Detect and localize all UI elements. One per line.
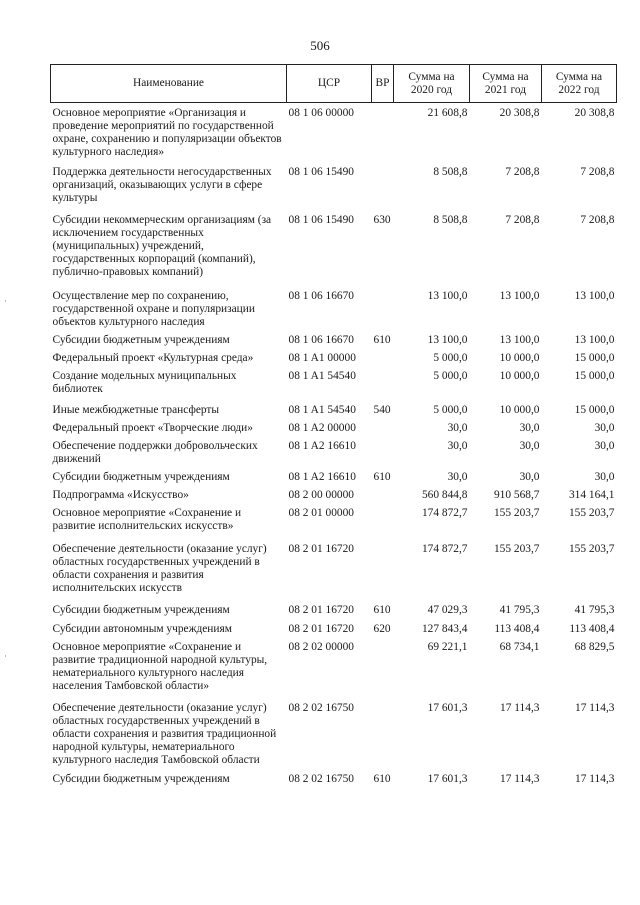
row-vr <box>372 636 394 693</box>
row-csr: 08 2 01 16720 <box>288 543 354 555</box>
row-sum-2021: 30,0 <box>519 422 540 434</box>
row-sum-2020: 560 844,8 <box>421 489 468 501</box>
row-vr: 610 <box>373 773 391 785</box>
row-sum-2020: 30,0 <box>447 422 468 434</box>
row-sum-2021: 17 114,3 <box>500 702 540 714</box>
row-sum-2022: 15 000,0 <box>574 370 615 382</box>
table-row <box>51 417 617 435</box>
row-sum-2022: 155 203,7 <box>568 543 615 555</box>
row-sum-2020: 17 601,3 <box>427 773 468 785</box>
row-sum-2020: 21 608,8 <box>427 107 468 119</box>
row-vr <box>372 417 394 435</box>
row-sum-2020: 13 100,0 <box>427 290 468 302</box>
table-row <box>51 502 617 533</box>
table-row <box>51 617 617 636</box>
row-name: Субсидии бюджетным учреждениям <box>52 334 230 346</box>
header-sum-2020: Сумма на 2020 год <box>394 65 470 103</box>
row-name: Федеральный проект «Культурная среда» <box>52 352 254 364</box>
row-sum-2020: 8 508,8 <box>433 166 468 178</box>
row-csr: 08 1 06 16670 <box>288 334 354 346</box>
row-sum-2021: 10 000,0 <box>499 352 540 364</box>
row-csr: 08 2 01 16720 <box>288 623 354 635</box>
row-csr: 08 1 06 15490 <box>288 166 354 178</box>
table-row <box>51 365 617 396</box>
row-csr: 08 1 A1 00000 <box>288 352 356 364</box>
row-sum-2021: 17 114,3 <box>500 773 540 785</box>
table-body <box>51 103 617 787</box>
row-vr <box>372 435 394 466</box>
table-row <box>51 396 617 417</box>
row-csr: 08 2 00 00000 <box>288 489 354 501</box>
table-row <box>51 767 617 786</box>
table-row <box>51 693 617 767</box>
row-sum-2021: 41 795,3 <box>499 604 540 616</box>
row-csr: 08 1 06 16670 <box>288 290 354 302</box>
row-name: Субсидии некоммерческим организациям (за исключением государственных (муниципальных) учреждений, государственных корпораций (компаний), публично-правовых компаний) <box>52 214 272 278</box>
row-sum-2022: 30,0 <box>594 440 615 452</box>
row-sum-2021: 10 000,0 <box>499 370 540 382</box>
row-csr: 08 1 A2 16610 <box>288 471 356 483</box>
row-name: Обеспечение деятельности (оказание услуг) областных государственных учреждений в области сохранения и развития исполнительских искусств <box>52 543 267 594</box>
row-sum-2020: 174 872,7 <box>421 507 468 519</box>
row-vr <box>372 279 394 329</box>
table-row <box>51 279 617 329</box>
row-name: Основное мероприятие «Организация и проведение мероприятий по государственной охране, сохранению и популяризации объектов культурного наследия» <box>52 107 282 158</box>
row-csr: 08 2 01 16720 <box>288 604 354 616</box>
row-vr <box>372 533 394 595</box>
row-name: Субсидии бюджетным учреждениям <box>52 471 230 483</box>
row-name: Осуществление мер по сохранению, государственной охране и популяризации объектов культурного наследия <box>52 290 255 328</box>
row-sum-2021: 68 734,1 <box>499 641 540 653</box>
row-vr <box>372 347 394 365</box>
row-vr <box>372 103 394 160</box>
row-name: Подпрограмма «Искусство» <box>52 489 189 501</box>
table-row <box>51 159 617 205</box>
row-sum-2020: 13 100,0 <box>427 334 468 346</box>
row-name: Создание модельных муниципальных библиотек <box>52 370 237 395</box>
table-row <box>51 435 617 466</box>
row-sum-2021: 155 203,7 <box>493 543 540 555</box>
row-csr: 08 2 02 16750 <box>288 702 354 714</box>
row-csr: 08 1 A2 16610 <box>288 440 356 452</box>
row-sum-2020: 17 601,3 <box>427 702 468 714</box>
row-sum-2022: 13 100,0 <box>574 290 615 302</box>
header-csr: ЦСР <box>287 65 372 103</box>
row-vr: 630 <box>373 214 391 226</box>
row-name: Обеспечение поддержки добровольческих движений <box>52 440 258 465</box>
row-name: Обеспечение деятельности (оказание услуг) областных государственных учреждений в области сохранения и развития традиционной народной культуры, нематериального культурного наследия Тамбовской области <box>52 702 277 766</box>
margin-mark <box>5 655 6 657</box>
page-number: 506 <box>310 38 330 53</box>
table-row <box>51 103 617 160</box>
row-sum-2022: 155 203,7 <box>568 507 615 519</box>
row-sum-2022: 15 000,0 <box>574 352 615 364</box>
row-sum-2021: 113 408,4 <box>494 623 540 635</box>
row-sum-2021: 910 568,7 <box>493 489 540 501</box>
row-sum-2020: 5 000,0 <box>433 404 468 416</box>
row-sum-2021: 13 100,0 <box>499 290 540 302</box>
row-sum-2020: 5 000,0 <box>433 352 468 364</box>
row-sum-2022: 314 164,1 <box>568 489 615 501</box>
row-csr: 08 1 A1 54540 <box>288 370 356 382</box>
row-sum-2020: 127 843,4 <box>421 623 468 635</box>
row-vr: 610 <box>373 604 391 616</box>
row-csr: 08 1 06 00000 <box>288 107 354 119</box>
row-csr: 08 2 02 16750 <box>288 773 354 785</box>
row-sum-2021: 7 208,8 <box>505 166 540 178</box>
row-sum-2020: 30,0 <box>447 471 468 483</box>
row-vr: 620 <box>373 623 391 635</box>
row-name: Субсидии автономным учреждениям <box>52 623 232 635</box>
row-sum-2022: 7 208,8 <box>580 166 615 178</box>
row-sum-2022: 7 208,8 <box>580 214 615 226</box>
row-vr: 610 <box>373 471 391 483</box>
row-vr <box>372 159 394 205</box>
row-sum-2021: 7 208,8 <box>505 214 540 226</box>
table-row <box>51 636 617 693</box>
table-row <box>51 595 617 617</box>
row-sum-2020: 47 029,3 <box>427 604 468 616</box>
row-sum-2022: 30,0 <box>594 422 615 434</box>
table-row <box>51 205 617 279</box>
row-sum-2020: 30,0 <box>447 440 468 452</box>
row-csr: 08 1 06 15490 <box>288 214 354 226</box>
row-csr: 08 1 A1 54540 <box>288 404 356 416</box>
row-sum-2022: 41 795,3 <box>574 604 615 616</box>
row-name: Субсидии бюджетным учреждениям <box>52 604 230 616</box>
table-row <box>51 484 617 502</box>
header-name: Наименование <box>51 65 287 103</box>
budget-table <box>50 64 617 786</box>
header-sum-2021: Сумма на 2021 год <box>470 65 542 103</box>
row-vr: 540 <box>373 404 391 416</box>
row-sum-2022: 113 408,4 <box>569 623 615 635</box>
table-row <box>51 466 617 484</box>
row-vr <box>372 502 394 533</box>
row-name: Федеральный проект «Творческие люди» <box>52 422 253 434</box>
row-name: Субсидии бюджетным учреждениям <box>52 773 230 785</box>
table-header <box>51 65 617 103</box>
row-vr <box>372 484 394 502</box>
table-row <box>51 533 617 595</box>
row-sum-2021: 20 308,8 <box>499 107 540 119</box>
row-sum-2021: 10 000,0 <box>499 404 540 416</box>
row-sum-2020: 5 000,0 <box>433 370 468 382</box>
row-sum-2021: 155 203,7 <box>493 507 540 519</box>
header-vr: ВР <box>372 65 394 103</box>
row-name: Основное мероприятие «Сохранение и развитие традиционной народной культуры, нематериального культурного наследия населения Тамбовской области» <box>52 641 268 692</box>
table-row <box>51 347 617 365</box>
row-sum-2020: 69 221,1 <box>427 641 468 653</box>
row-sum-2022: 17 114,3 <box>575 702 615 714</box>
row-vr: 610 <box>373 334 391 346</box>
row-sum-2021: 30,0 <box>519 440 540 452</box>
header-sum-2022: Сумма на 2022 год <box>542 65 617 103</box>
row-sum-2021: 30,0 <box>519 471 540 483</box>
row-name: Иные межбюджетные трансферты <box>52 404 220 416</box>
table-row <box>51 329 617 347</box>
row-sum-2021: 13 100,0 <box>499 334 540 346</box>
row-sum-2022: 20 308,8 <box>574 107 615 119</box>
row-sum-2022: 30,0 <box>594 471 615 483</box>
row-csr: 08 2 01 00000 <box>288 507 354 519</box>
row-sum-2020: 8 508,8 <box>433 214 468 226</box>
row-vr <box>372 365 394 396</box>
row-sum-2022: 17 114,3 <box>575 773 615 785</box>
row-vr <box>372 693 394 767</box>
row-csr: 08 2 02 00000 <box>288 641 354 653</box>
row-csr: 08 1 A2 00000 <box>288 422 356 434</box>
row-sum-2022: 13 100,0 <box>574 334 615 346</box>
margin-mark <box>5 300 6 302</box>
row-name: Поддержка деятельности негосударственных организаций, оказывающих услуги в сфере культуры <box>52 166 272 204</box>
row-sum-2022: 68 829,5 <box>574 641 615 653</box>
row-sum-2022: 15 000,0 <box>574 404 615 416</box>
row-name: Основное мероприятие «Сохранение и развитие исполнительских искусств» <box>52 507 242 532</box>
row-sum-2020: 174 872,7 <box>421 543 468 555</box>
